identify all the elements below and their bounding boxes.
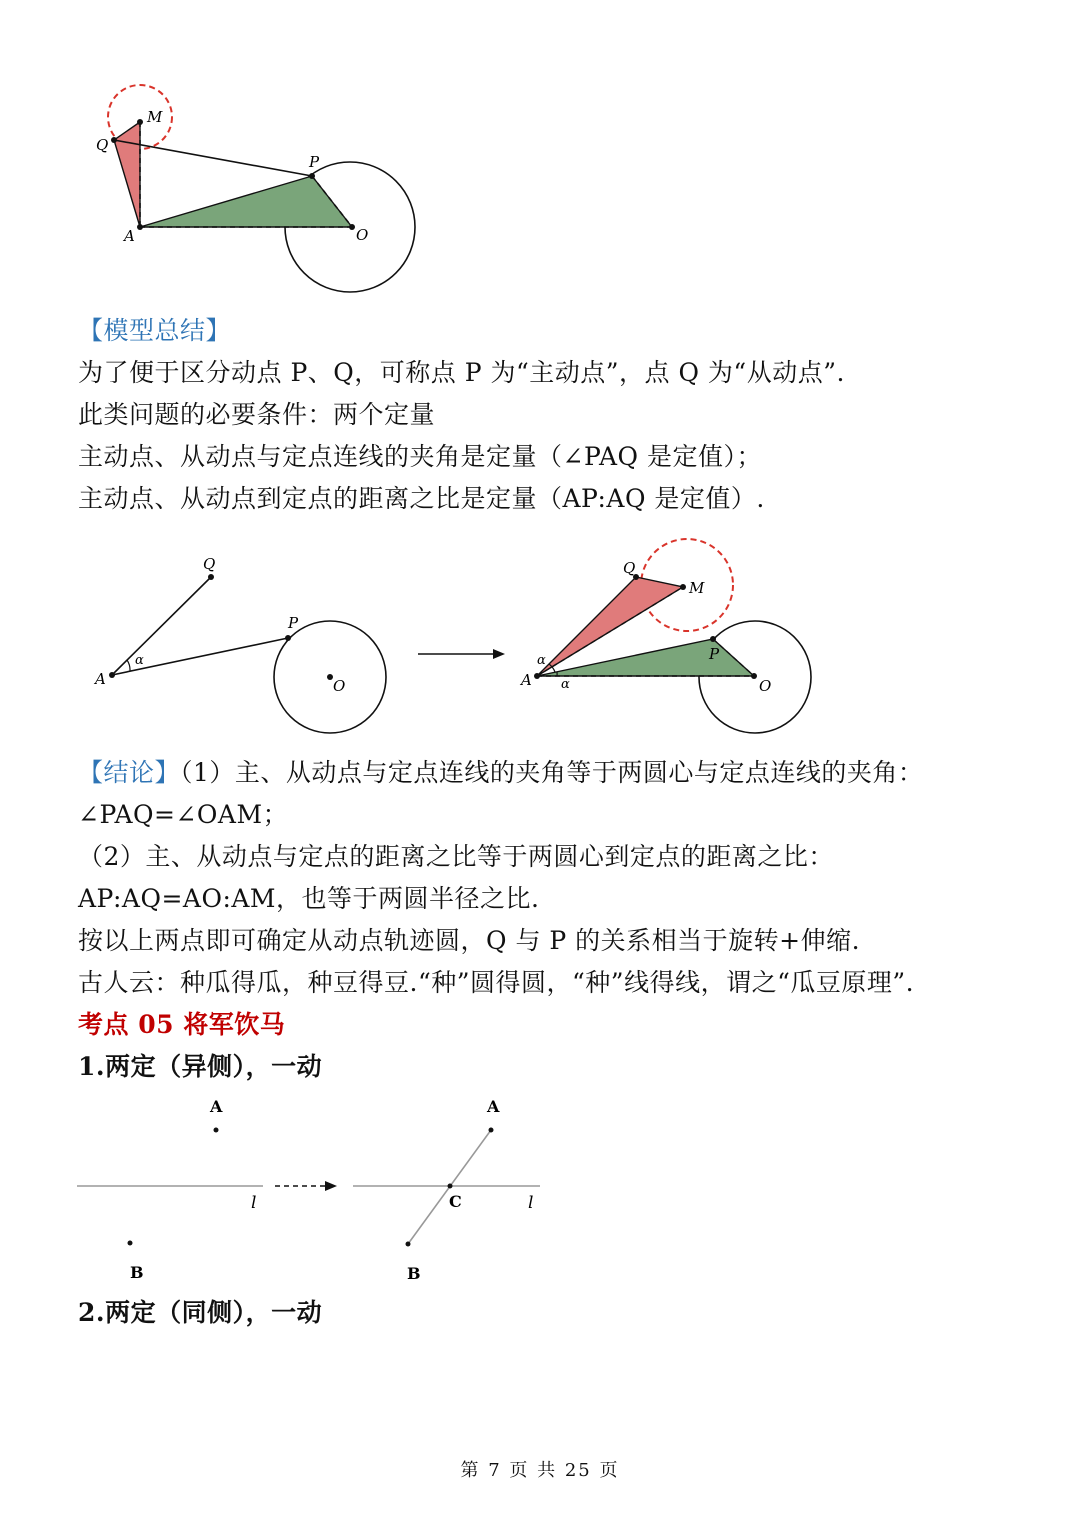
point-a <box>137 224 143 230</box>
right-label-c: C <box>449 1192 462 1211</box>
point-o <box>349 224 355 230</box>
right-label-alpha-2: α <box>561 677 570 692</box>
label-m: M <box>147 108 163 126</box>
left-label-p: P <box>288 614 299 632</box>
right-label-o: O <box>759 677 772 695</box>
right-label-a: A <box>521 671 532 689</box>
label-p: P <box>309 153 320 171</box>
conclusion-line-5: 按以上两点即可确定从动点轨迹圆，Q 与 P 的关系相当于旋转+伸缩. <box>78 926 861 955</box>
left-label-a: A <box>95 670 106 688</box>
label-q: Q <box>96 136 109 154</box>
point-p <box>309 173 315 179</box>
page-footer: 第 7 页 共 25 页 <box>460 1460 620 1481</box>
right-point-a <box>489 1128 494 1133</box>
summary-line-3: 主动点、从动点与定点连线的夹角是定量（∠PAQ 是定值）； <box>78 442 762 471</box>
right-label-b: B <box>407 1264 421 1283</box>
right-label-p: P <box>709 645 720 663</box>
left-label-l: l <box>251 1193 257 1213</box>
right-point-o <box>751 673 757 679</box>
figure-1-diagram <box>80 80 440 300</box>
section-item-1: 1.两定（异侧），一动 <box>78 1052 323 1081</box>
point-q <box>111 137 117 143</box>
left-label-b: B <box>130 1263 144 1282</box>
left-angle-arc <box>127 660 130 671</box>
right-point-m <box>680 584 686 590</box>
left-point-q <box>208 574 214 580</box>
right-label-a: A <box>487 1097 500 1116</box>
point-c <box>448 1184 453 1189</box>
conclusion-line-4: AP:AQ=AO:AM，也等于两圆半径之比. <box>78 884 540 913</box>
conclusion-line-6: 古人云：种瓜得瓜，种豆得豆.“种”圆得圆，“种”线得线，谓之“瓜豆原理”. <box>78 968 915 997</box>
right-point-a <box>534 673 540 679</box>
right-point-b <box>406 1242 411 1247</box>
left-point-a <box>109 672 115 678</box>
figure-3-diagram <box>75 1090 555 1290</box>
summary-line-1: 为了便于区分动点 P、Q，可称点 P 为“主动点”，点 Q 为“从动点”. <box>78 358 845 387</box>
left-point-b <box>128 1241 133 1246</box>
conclusion-text-1: （1）主、从动点与定点连线的夹角等于两圆心与定点连线的夹角： <box>180 758 924 787</box>
transform-arrow-head <box>493 649 505 659</box>
section-title: 考点 05 将军饮马 <box>78 1010 286 1039</box>
green-triangle <box>140 176 352 227</box>
left-label-alpha: α <box>135 653 144 668</box>
conclusion-line-2: ∠PAQ=∠OAM； <box>78 800 289 829</box>
point-m <box>137 119 143 125</box>
figure-2-diagram <box>85 535 825 745</box>
right-label-l: l <box>528 1193 534 1213</box>
model-summary-heading: 【模型总结】 <box>78 316 232 345</box>
right-point-p <box>710 636 716 642</box>
segment-qp <box>114 140 312 176</box>
red-triangle <box>114 122 140 227</box>
dashed-arrow-head <box>325 1181 337 1191</box>
label-a: A <box>124 227 135 245</box>
right-label-m: M <box>689 579 705 597</box>
conclusion-line-3: （2）主、从动点与定点的距离之比等于两圆心到定点的距离之比： <box>78 842 834 871</box>
left-label-q: Q <box>203 555 216 573</box>
summary-line-2: 此类问题的必要条件：两个定量 <box>78 400 436 429</box>
left-point-p <box>285 635 291 641</box>
conclusion-heading: 【结论】 <box>78 758 181 787</box>
conclusion-line-1 <box>78 755 923 791</box>
right-label-alpha-1: α <box>537 653 546 668</box>
summary-line-4: 主动点、从动点到定点的距离之比是定量（AP:AQ 是定值）. <box>78 484 765 513</box>
right-label-q: Q <box>623 559 636 577</box>
left-point-a <box>214 1128 219 1133</box>
section-item-2: 2.两定（同侧），一动 <box>78 1298 323 1327</box>
left-label-o: O <box>333 677 346 695</box>
left-label-a: A <box>210 1097 223 1116</box>
label-o: O <box>356 226 369 244</box>
